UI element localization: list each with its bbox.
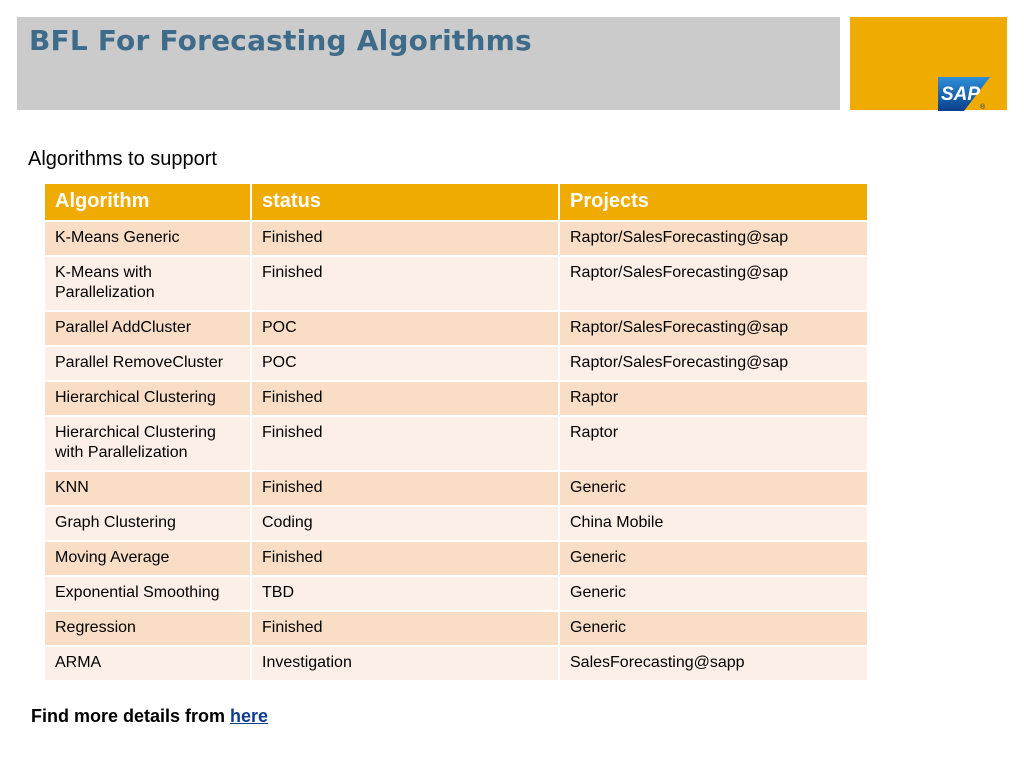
status-cell: Finished — [251, 541, 559, 576]
projects-cell: Raptor/SalesForecasting@sap — [559, 256, 868, 311]
footer-text: Find more details from — [31, 706, 231, 726]
sap-logo-registered: ® — [980, 104, 986, 111]
page-title: BFL For Forecasting Algorithms — [29, 24, 532, 57]
algorithms-table — [43, 182, 869, 682]
table-row — [44, 506, 868, 541]
algorithm-cell: Hierarchical Clustering with Parallelization — [44, 416, 251, 471]
section-subtitle: Algorithms to support — [28, 148, 217, 170]
algorithm-cell: Parallel AddCluster — [44, 311, 251, 346]
status-cell: Finished — [251, 381, 559, 416]
sap-logo-text: SAP — [941, 84, 981, 105]
table-header-row — [44, 183, 868, 221]
status-cell: Finished — [251, 611, 559, 646]
status-cell: TBD — [251, 576, 559, 611]
projects-cell: Raptor/SalesForecasting@sap — [559, 221, 868, 256]
footer-note — [31, 706, 268, 727]
projects-cell: Generic — [559, 576, 868, 611]
algorithm-cell: KNN — [44, 471, 251, 506]
projects-cell: Raptor/SalesForecasting@sap — [559, 311, 868, 346]
status-cell: POC — [251, 346, 559, 381]
projects-cell: Generic — [559, 541, 868, 576]
projects-cell: Raptor/SalesForecasting@sap — [559, 346, 868, 381]
algorithm-cell: K-Means Generic — [44, 221, 251, 256]
status-cell: Finished — [251, 221, 559, 256]
table-row — [44, 471, 868, 506]
column-header-projects: Projects — [559, 183, 868, 221]
algorithm-cell: Parallel RemoveCluster — [44, 346, 251, 381]
projects-cell: Generic — [559, 611, 868, 646]
sap-logo-block — [850, 17, 1007, 110]
status-cell: Finished — [251, 416, 559, 471]
column-header-algorithm: Algorithm — [44, 183, 251, 221]
algorithm-cell: Moving Average — [44, 541, 251, 576]
status-cell: POC — [251, 311, 559, 346]
algorithm-cell: Graph Clustering — [44, 506, 251, 541]
here-link[interactable]: here — [230, 706, 269, 726]
algorithm-cell: Exponential Smoothing — [44, 576, 251, 611]
algorithm-cell: Regression — [44, 611, 251, 646]
algorithm-cell: Hierarchical Clustering — [44, 381, 251, 416]
table-row — [44, 611, 868, 646]
projects-cell: Raptor — [559, 381, 868, 416]
column-header-status: status — [251, 183, 559, 221]
table-row — [44, 311, 868, 346]
status-cell: Finished — [251, 471, 559, 506]
table-row — [44, 646, 868, 681]
status-cell: Finished — [251, 256, 559, 311]
sap-logo — [938, 77, 990, 111]
table-row — [44, 221, 868, 256]
projects-cell: SalesForecasting@sapp — [559, 646, 868, 681]
projects-cell: China Mobile — [559, 506, 868, 541]
status-cell: Coding — [251, 506, 559, 541]
table-row — [44, 576, 868, 611]
algorithm-cell: K-Means with Parallelization — [44, 256, 251, 311]
title-bar — [17, 17, 840, 110]
table-row — [44, 381, 868, 416]
table-row — [44, 346, 868, 381]
table-row — [44, 541, 868, 576]
table-row — [44, 256, 868, 311]
status-cell: Investigation — [251, 646, 559, 681]
projects-cell: Generic — [559, 471, 868, 506]
projects-cell: Raptor — [559, 416, 868, 471]
algorithm-cell: ARMA — [44, 646, 251, 681]
table-row — [44, 416, 868, 471]
